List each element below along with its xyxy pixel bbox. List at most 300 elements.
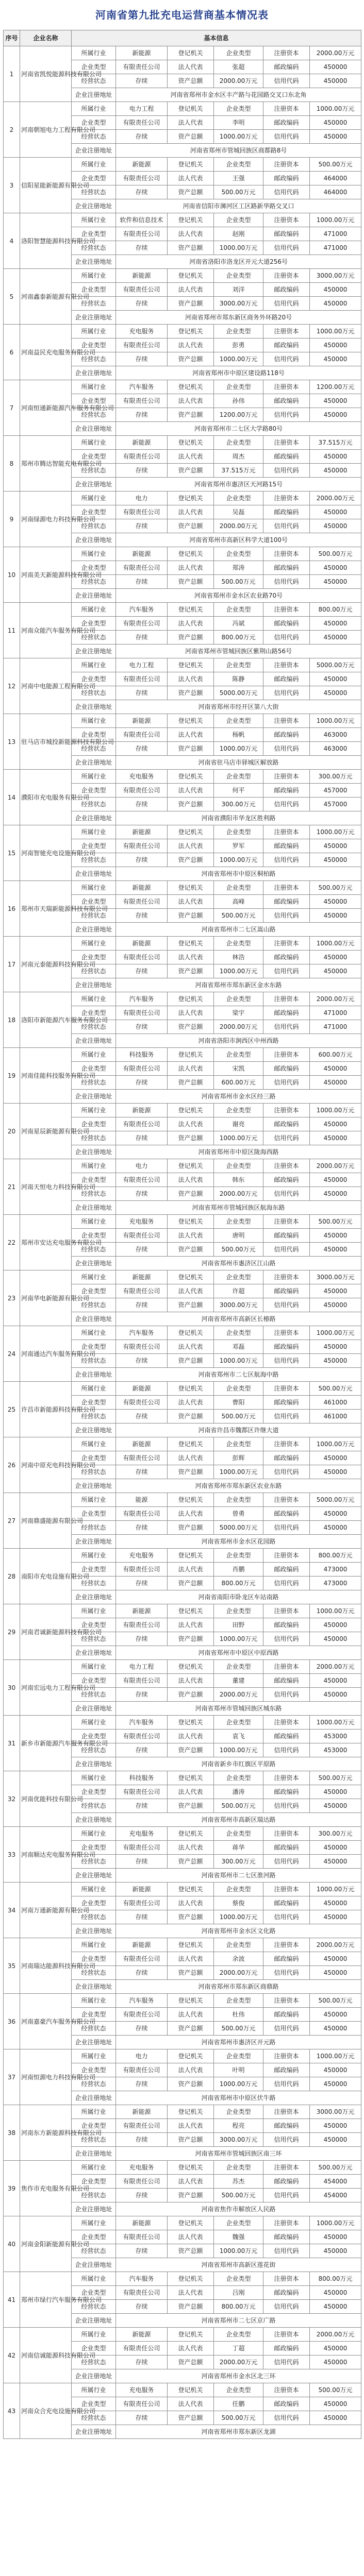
cell-label: 邮政编码 — [263, 1340, 310, 1354]
cell-label: 资产总额 — [168, 686, 214, 700]
cell-label: 企业注册地址 — [72, 88, 116, 102]
cell-value: 有限责任公司 — [116, 672, 168, 686]
row-seq: 17 — [4, 937, 20, 992]
cell-value: 800.00万元 — [214, 2300, 263, 2314]
cell-label: 注册资本 — [263, 2272, 310, 2286]
cell-value: 企业类型 — [214, 2105, 263, 2119]
cell-value: 充电服务 — [116, 770, 168, 784]
cell-label: 注册资本 — [263, 158, 310, 172]
cell-label: 资产总额 — [168, 2189, 214, 2202]
row-seq: 35 — [4, 1938, 20, 1994]
cell-address: 河南省郑州市金水区农业路70号 — [116, 589, 361, 603]
cell-value: 汽车服务 — [116, 380, 168, 394]
cell-label: 企业类型 — [72, 1618, 116, 1632]
cell-value: 存续 — [116, 1799, 168, 1813]
cell-value: 存续 — [116, 1298, 168, 1312]
cell-label: 注册资本 — [263, 714, 310, 728]
cell-label: 企业注册地址 — [72, 1145, 116, 1159]
cell-label: 信用代码 — [263, 2189, 310, 2202]
row-seq: 40 — [4, 2216, 20, 2272]
cell-value: 450000 — [310, 1674, 361, 1688]
cell-value: 有限责任公司 — [116, 2175, 168, 2189]
cell-value: 汽车服务 — [116, 992, 168, 1006]
cell-value: 新能源 — [116, 46, 168, 60]
cell-value: 1000.00万元 — [214, 2244, 263, 2258]
cell-label: 登记机关 — [168, 1270, 214, 1284]
cell-label: 经营状态 — [72, 964, 116, 978]
cell-value: 450000 — [310, 1952, 361, 1966]
cell-label: 经营状态 — [72, 631, 116, 645]
cell-value: 有限责任公司 — [116, 1006, 168, 1020]
cell-address: 河南省郑州市管城回族区商都路8号 — [116, 144, 361, 158]
cell-value: 1000.00万元 — [310, 2216, 361, 2230]
cell-value: 存续 — [116, 909, 168, 923]
cell-label: 注册资本 — [263, 102, 310, 116]
cell-value: 450000 — [310, 2133, 361, 2147]
cell-value: 存续 — [116, 2022, 168, 2036]
cell-value: 任鹏 — [214, 2397, 263, 2411]
cell-label: 经营状态 — [72, 2022, 116, 2036]
cell-label: 企业注册地址 — [72, 2314, 116, 2328]
cell-value: 500.00万元 — [310, 1215, 361, 1229]
row-company-name: 河南智驰充电设施有限公司 — [20, 825, 72, 881]
cell-value: 余波 — [214, 1952, 263, 1966]
cell-value: 450000 — [310, 1507, 361, 1521]
cell-value: 1000.00万元 — [214, 1354, 263, 1368]
cell-value: 463000 — [310, 742, 361, 756]
cell-value: 蔡俊 — [214, 1896, 263, 1910]
cell-label: 企业注册地址 — [72, 1869, 116, 1883]
cell-label: 法人代表 — [168, 338, 214, 352]
cell-value: 1000.00万元 — [310, 1326, 361, 1340]
cell-address: 河南省信阳市浉河区工区路新华路交叉口 — [116, 199, 361, 213]
row-company-name: 信阳星能新能源有限公司 — [20, 158, 72, 213]
cell-value: 邓磊 — [214, 1340, 263, 1354]
cell-label: 信用代码 — [263, 185, 310, 199]
cell-value: 450000 — [310, 2230, 361, 2244]
cell-value: 能源 — [116, 1493, 168, 1507]
cell-label: 注册资本 — [263, 992, 310, 1006]
cell-label: 注册资本 — [263, 1604, 310, 1618]
cell-value: 500.00万元 — [310, 881, 361, 895]
cell-value: 存续 — [116, 74, 168, 88]
cell-label: 登记机关 — [168, 1159, 214, 1173]
cell-label: 信用代码 — [263, 130, 310, 144]
row-seq: 27 — [4, 1493, 20, 1549]
cell-value: 企业类型 — [214, 102, 263, 116]
cell-value: 存续 — [116, 1410, 168, 1423]
cell-label: 所属行业 — [72, 1994, 116, 2008]
row-company-name: 河南通达汽车服务有限公司 — [20, 1326, 72, 1382]
cell-label: 登记机关 — [168, 213, 214, 227]
cell-label: 经营状态 — [72, 1354, 116, 1368]
cell-value: 有限责任公司 — [116, 1284, 168, 1298]
cell-label: 经营状态 — [72, 853, 116, 867]
cell-label: 法人代表 — [168, 172, 214, 185]
cell-label: 邮政编码 — [263, 895, 310, 909]
cell-label: 登记机关 — [168, 658, 214, 672]
cell-label: 企业类型 — [72, 1396, 116, 1410]
cell-label: 登记机关 — [168, 714, 214, 728]
cell-label: 所属行业 — [72, 2049, 116, 2063]
cell-label: 经营状态 — [72, 1521, 116, 1535]
cell-value: 企业类型 — [214, 213, 263, 227]
cell-value: 1200.00万元 — [214, 408, 263, 422]
cell-value: 张超 — [214, 60, 263, 74]
cell-label: 邮政编码 — [263, 1284, 310, 1298]
cell-label: 资产总额 — [168, 1966, 214, 1980]
cell-value: 1000.00万元 — [310, 213, 361, 227]
cell-label: 企业注册地址 — [72, 1590, 116, 1604]
cell-label: 邮政编码 — [263, 728, 310, 742]
cell-label: 企业注册地址 — [72, 923, 116, 937]
cell-label: 资产总额 — [168, 1020, 214, 1034]
row-seq: 42 — [4, 2328, 20, 2383]
cell-value: 450000 — [310, 2244, 361, 2258]
row-seq: 3 — [4, 158, 20, 213]
cell-value: 500.00万元 — [214, 1410, 263, 1423]
row-seq: 2 — [4, 102, 20, 158]
cell-label: 企业注册地址 — [72, 811, 116, 825]
cell-label: 登记机关 — [168, 1660, 214, 1674]
cell-label: 邮政编码 — [263, 2119, 310, 2133]
cell-label: 企业注册地址 — [72, 144, 116, 158]
cell-value: 450000 — [310, 1521, 361, 1535]
cell-label: 企业类型 — [72, 2175, 116, 2189]
cell-label: 法人代表 — [168, 227, 214, 241]
cell-value: 有限责任公司 — [116, 338, 168, 352]
cell-label: 邮政编码 — [263, 1730, 310, 1743]
cell-address: 河南省郑州市中原区建设路118号 — [116, 366, 361, 380]
cell-label: 企业注册地址 — [72, 311, 116, 325]
cell-value: 企业类型 — [214, 714, 263, 728]
cell-value: 453000 — [310, 1730, 361, 1743]
cell-value: 450000 — [310, 839, 361, 853]
cell-value: 存续 — [116, 1076, 168, 1090]
cell-value: 程亮 — [214, 2119, 263, 2133]
cell-value: 454000 — [310, 2175, 361, 2189]
cell-value: 450000 — [310, 1117, 361, 1131]
cell-value: 新能源 — [116, 1270, 168, 1284]
table-row — [4, 1270, 361, 1284]
cell-label: 登记机关 — [168, 603, 214, 617]
cell-label: 信用代码 — [263, 2411, 310, 2425]
cell-address: 河南省郑州市经开区第八大街 — [116, 700, 361, 714]
cell-label: 企业注册地址 — [72, 1757, 116, 1771]
cell-value: 有限责任公司 — [116, 450, 168, 464]
cell-value: 450000 — [310, 116, 361, 130]
cell-value: 1000.00万元 — [310, 325, 361, 338]
cell-value: 450000 — [310, 1785, 361, 1799]
cell-value: 企业类型 — [214, 2328, 263, 2342]
cell-label: 注册资本 — [263, 1326, 310, 1340]
cell-value: 充电服务 — [116, 2383, 168, 2397]
cell-value: 企业类型 — [214, 325, 263, 338]
cell-label: 企业注册地址 — [72, 1034, 116, 1048]
cell-label: 经营状态 — [72, 1298, 116, 1312]
cell-label: 信用代码 — [263, 1632, 310, 1646]
cell-value: 500.00万元 — [214, 2411, 263, 2425]
cell-label: 注册资本 — [263, 1270, 310, 1284]
row-company-name: 郑州市安达充电服务有限公司 — [20, 1215, 72, 1270]
cell-value: 有限责任公司 — [116, 1896, 168, 1910]
cell-label: 企业类型 — [72, 728, 116, 742]
cell-label: 经营状态 — [72, 1131, 116, 1145]
cell-value: 500.00万元 — [214, 1243, 263, 1257]
cell-value: 450000 — [310, 519, 361, 533]
cell-value: 存续 — [116, 2411, 168, 2425]
cell-label: 资产总额 — [168, 1632, 214, 1646]
cell-value: 800.00万元 — [310, 2272, 361, 2286]
cell-value: 有限责任公司 — [116, 2286, 168, 2300]
cell-label: 所属行业 — [72, 380, 116, 394]
table-row — [4, 2216, 361, 2230]
cell-label: 资产总额 — [168, 2077, 214, 2091]
cell-label: 企业类型 — [72, 672, 116, 686]
cell-label: 邮政编码 — [263, 2175, 310, 2189]
row-company-name: 河南佳能科技服务有限公司 — [20, 1048, 72, 1104]
cell-label: 经营状态 — [72, 1187, 116, 1201]
row-company-name: 河南恒通新能源汽车服务有限公司 — [20, 380, 72, 436]
cell-value: 450000 — [310, 1799, 361, 1813]
cell-value: 企业类型 — [214, 881, 263, 895]
cell-value: 464000 — [310, 172, 361, 185]
cell-label: 企业类型 — [72, 2397, 116, 2411]
cell-value: 453000 — [310, 1743, 361, 1757]
cell-label: 信用代码 — [263, 1465, 310, 1479]
row-seq: 5 — [4, 269, 20, 325]
cell-address: 河南省郑州市管城回族区航海东路 — [116, 1201, 361, 1215]
cell-label: 注册资本 — [263, 1716, 310, 1730]
cell-value: 软件和信息技术 — [116, 213, 168, 227]
cell-label: 资产总额 — [168, 1688, 214, 1702]
cell-label: 企业类型 — [72, 283, 116, 297]
cell-label: 企业类型 — [72, 2286, 116, 2300]
cell-value: 有限责任公司 — [116, 1618, 168, 1632]
row-company-name: 河南瑞达能源科技有限公司 — [20, 1938, 72, 1994]
cell-label: 经营状态 — [72, 74, 116, 88]
cell-label: 所属行业 — [72, 658, 116, 672]
row-seq: 26 — [4, 1437, 20, 1493]
cell-address: 河南省郑州市二七区嵩山路 — [116, 923, 361, 937]
cell-value: 存续 — [116, 1187, 168, 1201]
cell-value: 450000 — [310, 951, 361, 964]
table-header-row — [4, 30, 361, 46]
cell-value: 存续 — [116, 1855, 168, 1869]
cell-value: 5000.00万元 — [310, 1493, 361, 1507]
cell-label: 邮政编码 — [263, 283, 310, 297]
cell-value: 魏强 — [214, 2230, 263, 2244]
row-seq: 4 — [4, 213, 20, 269]
row-company-name: 河南信诚能源科技有限公司 — [20, 2328, 72, 2383]
cell-value: 存续 — [116, 1632, 168, 1646]
cell-value: 新能源 — [116, 2105, 168, 2119]
cell-value: 450000 — [310, 2397, 361, 2411]
cell-label: 邮政编码 — [263, 2342, 310, 2355]
cell-label: 注册资本 — [263, 1827, 310, 1841]
cell-value: 有限责任公司 — [116, 394, 168, 408]
cell-value: 充电服务 — [116, 1827, 168, 1841]
cell-value: 5000.00万元 — [214, 1521, 263, 1535]
cell-value: 王强 — [214, 172, 263, 185]
cell-value: 2000.00万元 — [214, 1966, 263, 1980]
cell-address: 河南省郑州市金水区花园路 — [116, 1535, 361, 1549]
cell-value: 2000.00万元 — [310, 992, 361, 1006]
cell-label: 企业类型 — [72, 2063, 116, 2077]
row-company-name: 河南省凯悦能源科技有限公司 — [20, 46, 72, 102]
row-company-name: 河南天恒电力科技有限公司 — [20, 1159, 72, 1215]
cell-label: 注册资本 — [263, 603, 310, 617]
cell-value: 新能源 — [116, 1938, 168, 1952]
cell-label: 法人代表 — [168, 1062, 214, 1076]
cell-label: 法人代表 — [168, 1896, 214, 1910]
cell-value: 郑涛 — [214, 561, 263, 575]
cell-label: 企业类型 — [72, 1896, 116, 1910]
cell-value: 有限责任公司 — [116, 1674, 168, 1688]
cell-value: 存续 — [116, 1743, 168, 1757]
cell-label: 邮政编码 — [263, 1674, 310, 1688]
cell-label: 企业类型 — [72, 227, 116, 241]
cell-value: 有限责任公司 — [116, 1117, 168, 1131]
cell-address: 河南省濮阳市华龙区胜利路 — [116, 811, 361, 825]
cell-value: 450000 — [310, 1910, 361, 1924]
cell-label: 信用代码 — [263, 519, 310, 533]
row-company-name: 驻马店市城投新能源科技有限公司 — [20, 714, 72, 770]
row-company-name: 洛阳智慧能源科技有限公司 — [20, 213, 72, 269]
cell-label: 经营状态 — [72, 2244, 116, 2258]
cell-value: 450000 — [310, 2286, 361, 2300]
cell-label: 信用代码 — [263, 1799, 310, 1813]
cell-label: 企业类型 — [72, 1340, 116, 1354]
table-row — [4, 380, 361, 394]
cell-value: 450000 — [310, 1841, 361, 1855]
cell-value: 存续 — [116, 742, 168, 756]
cell-value: 存续 — [116, 1688, 168, 1702]
cell-value: 新能源 — [116, 881, 168, 895]
cell-value: 450000 — [310, 450, 361, 464]
cell-value: 存续 — [116, 2355, 168, 2369]
cell-label: 企业类型 — [72, 2342, 116, 2355]
cell-address: 河南省驻马店市驿城区解放路 — [116, 756, 361, 770]
table-row — [4, 1382, 361, 1396]
cell-label: 注册资本 — [263, 1104, 310, 1117]
cell-value: 450000 — [310, 575, 361, 589]
cell-label: 注册资本 — [263, 1048, 310, 1062]
cell-label: 登记机关 — [168, 2161, 214, 2175]
cell-label: 企业注册地址 — [72, 645, 116, 658]
cell-value: 450000 — [310, 1229, 361, 1243]
cell-value: 450000 — [310, 352, 361, 366]
cell-value: 杜伟 — [214, 2008, 263, 2022]
cell-value: 企业类型 — [214, 1104, 263, 1117]
cell-value: 新能源 — [116, 269, 168, 283]
cell-label: 法人代表 — [168, 1006, 214, 1020]
cell-label: 登记机关 — [168, 1437, 214, 1451]
cell-address: 河南省郑州市二七区京广路 — [116, 2314, 361, 2328]
cell-label: 资产总额 — [168, 2355, 214, 2369]
cell-label: 邮政编码 — [263, 2230, 310, 2244]
cell-label: 邮政编码 — [263, 1507, 310, 1521]
cell-label: 法人代表 — [168, 116, 214, 130]
cell-label: 所属行业 — [72, 1437, 116, 1451]
cell-label: 企业注册地址 — [72, 422, 116, 436]
cell-label: 企业类型 — [72, 60, 116, 74]
row-seq: 43 — [4, 2383, 20, 2439]
cell-label: 邮政编码 — [263, 951, 310, 964]
cell-value: 有限责任公司 — [116, 1173, 168, 1187]
table-row — [4, 2105, 361, 2119]
row-seq: 28 — [4, 1549, 20, 1604]
cell-value: 韩东 — [214, 1173, 263, 1187]
cell-label: 资产总额 — [168, 1243, 214, 1257]
cell-label: 企业注册地址 — [72, 255, 116, 269]
table-row — [4, 2161, 361, 2175]
cell-value: 有限责任公司 — [116, 1451, 168, 1465]
cell-value: 500.00万元 — [214, 575, 263, 589]
cell-label: 登记机关 — [168, 325, 214, 338]
cell-value: 1000.00万元 — [214, 1632, 263, 1646]
cell-label: 登记机关 — [168, 1326, 214, 1340]
cell-label: 企业注册地址 — [72, 1980, 116, 1994]
table-row — [4, 436, 361, 450]
cell-label: 登记机关 — [168, 881, 214, 895]
cell-label: 资产总额 — [168, 74, 214, 88]
cell-address: 河南省郑州市郑东新区商务外环路20号 — [116, 311, 361, 325]
cell-label: 企业注册地址 — [72, 978, 116, 992]
cell-label: 所属行业 — [72, 213, 116, 227]
document-title: 河南省第九批充电运营商基本情况表 — [95, 9, 269, 21]
cell-value: 存续 — [116, 1910, 168, 1924]
row-seq: 22 — [4, 1215, 20, 1270]
cell-value: 高峰 — [214, 895, 263, 909]
cell-label: 信用代码 — [263, 631, 310, 645]
cell-label: 经营状态 — [72, 519, 116, 533]
cell-label: 所属行业 — [72, 825, 116, 839]
cell-label: 注册资本 — [263, 1549, 310, 1563]
cell-label: 法人代表 — [168, 283, 214, 297]
cell-value: 450000 — [310, 297, 361, 311]
cell-label: 信用代码 — [263, 352, 310, 366]
row-seq: 29 — [4, 1604, 20, 1660]
cell-label: 登记机关 — [168, 1104, 214, 1117]
row-company-name: 河南金阳新能源有限公司 — [20, 2216, 72, 2272]
cell-value: 500.00万元 — [310, 2383, 361, 2397]
cell-value: 600.00万元 — [214, 1076, 263, 1090]
cell-value: 吕刚 — [214, 2286, 263, 2300]
cell-value: 有限责任公司 — [116, 561, 168, 575]
row-seq: 20 — [4, 1104, 20, 1159]
cell-value: 457000 — [310, 798, 361, 811]
cell-value: 企业类型 — [214, 2272, 263, 2286]
cell-value: 450000 — [310, 2300, 361, 2314]
cell-label: 资产总额 — [168, 1910, 214, 1924]
cell-value: 有限责任公司 — [116, 227, 168, 241]
cell-label: 邮政编码 — [263, 1173, 310, 1187]
row-company-name: 郑州市腾达智能充电有限公司 — [20, 436, 72, 492]
cell-value: 1000.00万元 — [310, 1437, 361, 1451]
cell-label: 注册资本 — [263, 1382, 310, 1396]
cell-label: 经营状态 — [72, 2300, 116, 2314]
cell-label: 经营状态 — [72, 575, 116, 589]
cell-value: 800.00万元 — [214, 1577, 263, 1590]
row-seq: 16 — [4, 881, 20, 937]
row-company-name: 许昌市新能源科技有限公司 — [20, 1382, 72, 1437]
header-seq: 序号 — [4, 30, 20, 46]
table-row — [4, 102, 361, 116]
cell-label: 法人代表 — [168, 672, 214, 686]
cell-value: 董建 — [214, 1674, 263, 1688]
cell-value: 461000 — [310, 1396, 361, 1410]
